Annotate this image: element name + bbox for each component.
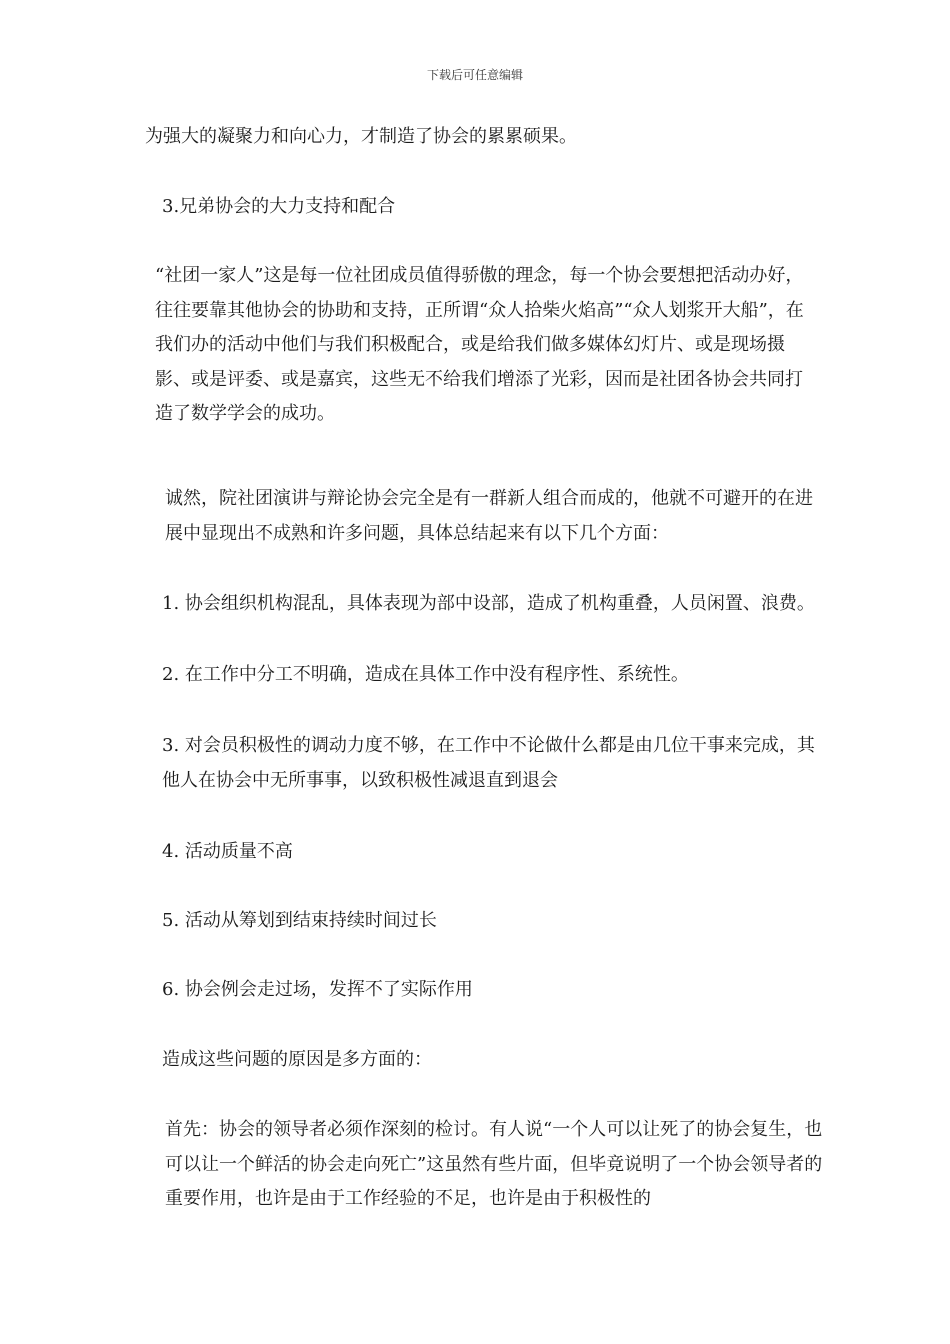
list-item-4: 4. 活动质量不高 <box>162 841 293 862</box>
paragraph-brother-associations: “社团一家人”这是每一位社团成员值得骄傲的理念，每一个协会要想把活动办好，往往要靠其他协会的协助和支持，正所谓“众人拾柴火焰高”“众人划浆开大船”，在我们办的活动中他们与我们积极配合，或是给我们做多媒体幻灯片、或是现场摄影、或是评委、或是嘉宾，这些无不给我们增添了光彩，因而是社团各协会共同打造了数学学会的成功。 <box>155 265 804 424</box>
list-item-2: 2. 在工作中分工不明确，造成在具体工作中没有程序性、系统性。 <box>162 664 689 685</box>
paragraph-first-cause: 首先：协会的领导者必须作深刻的检讨。有人说“一个人可以让死了的协会复生，也可以让一个鲜活的协会走向死亡”这虽然有些片面，但毕竟说明了一个协会领导者的重要作用，也许是由于工作经验的不足，也许是由于积极性的 <box>165 1119 823 1209</box>
list-item-3: 3. 对会员积极性的调动力度不够，在工作中不论做什么都是由几位干事来完成，其他人在协会中无所事事，以致积极性减退直到退会 <box>162 735 815 791</box>
paragraph-causes-intro: 造成这些问题的原因是多方面的： <box>162 1049 432 1070</box>
paragraph-problems-intro: 诚然，院社团演讲与辩论协会完全是有一群新人组合而成的，他就不可避开的在进展中显现出不成熟和许多问题，具体总结起来有以下几个方面： <box>165 488 813 544</box>
paragraph-continuation: 为强大的凝聚力和向心力，才制造了协会的累累硕果。 <box>145 126 577 147</box>
page-header: 下载后可任意编辑 <box>426 68 523 82</box>
list-item-1: 1. 协会组织机构混乱，具体表现为部中设部，造成了机构重叠，人员闲置、浪费。 <box>162 593 815 614</box>
list-item-5: 5. 活动从筹划到结束持续时间过长 <box>162 910 437 931</box>
list-item-6: 6. 协会例会走过场，发挥不了实际作用 <box>162 979 473 1000</box>
section-heading-3: 3.兄弟协会的大力支持和配合 <box>162 196 396 217</box>
